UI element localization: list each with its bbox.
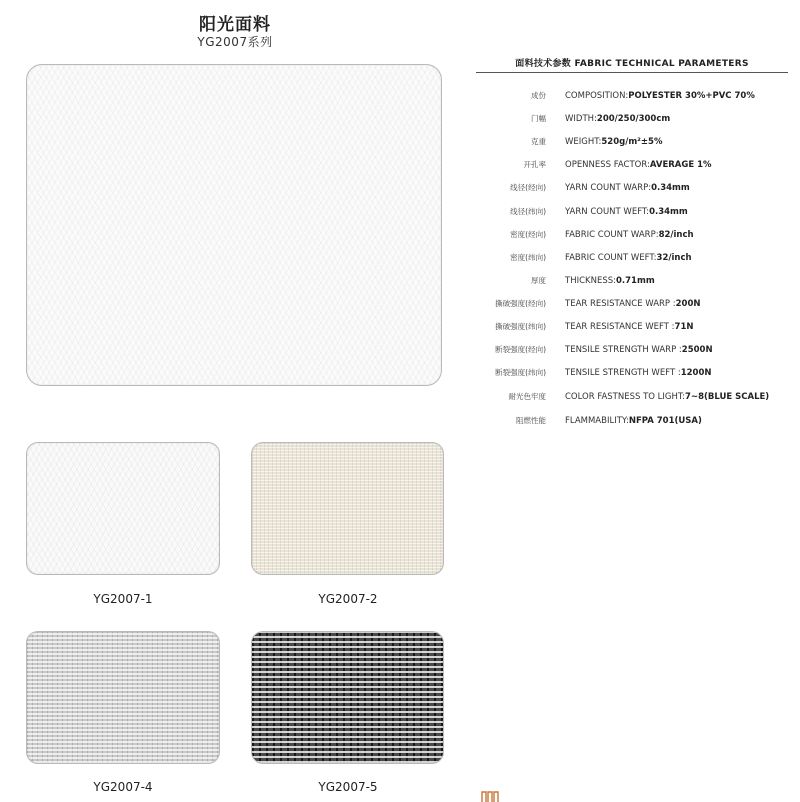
fabric-swatch-5[interactable] [251, 631, 444, 764]
param-en-text [565, 343, 713, 357]
param-cn-label: 断裂强度(经向) [495, 345, 546, 355]
param-en-text [565, 274, 655, 288]
param-value: 82/inch [658, 229, 694, 240]
param-row [476, 135, 796, 149]
param-row [476, 89, 796, 103]
param-en-text [565, 297, 700, 311]
param-en-text [565, 414, 702, 428]
param-cn-label: 线径(经向) [510, 183, 546, 193]
params-title: 面料技术参数 FABRIC TECHNICAL PARAMETERS [515, 59, 749, 69]
param-row [476, 343, 796, 357]
param-value: 71N [674, 322, 694, 332]
param-value: 2500N [681, 345, 713, 356]
param-cn-label: 密度(经向) [510, 229, 546, 239]
swatch-label-1: YG2007-1 [93, 592, 153, 606]
param-value: 0.34mm [649, 206, 688, 217]
param-label: FLAMMABILITY: [565, 415, 629, 426]
param-label: TEAR RESISTANCE WARP : [565, 298, 676, 309]
param-row [476, 320, 796, 334]
param-value: 520g/m²±5% [601, 137, 663, 148]
param-label: WIDTH: [565, 114, 597, 125]
param-value: NFPA 701(USA) [628, 415, 702, 426]
param-cn-label: 耐光色牢度 [508, 392, 546, 401]
param-label: YARN COUNT WARP: [565, 183, 652, 194]
param-label: FABRIC COUNT WARP: [565, 229, 659, 240]
param-value: 0.71mm [615, 275, 655, 286]
param-row [476, 112, 796, 126]
param-value: 200N [675, 298, 701, 309]
param-row [476, 390, 796, 404]
param-cn-label: 门幅 [531, 114, 546, 124]
param-label: FABRIC COUNT WEFT: [565, 252, 657, 263]
param-row [476, 181, 796, 195]
param-cn-label: 撕破强度(经向) [495, 298, 546, 308]
swatch-label-5: YG2007-5 [318, 780, 378, 794]
param-en-text [565, 135, 662, 149]
param-value: 0.34mm [651, 183, 690, 194]
param-en-text [565, 205, 688, 219]
fabric-swatch-2[interactable] [251, 442, 444, 575]
param-en-text [565, 89, 755, 103]
param-label: COMPOSITION: [565, 91, 629, 101]
main-fabric-swatch [26, 64, 442, 386]
param-label: THICKNESS: [565, 275, 616, 286]
param-row [476, 205, 796, 219]
param-label: OPENNESS FACTOR: [565, 160, 650, 171]
param-row [476, 366, 796, 380]
page-title: 阳光面料 [199, 15, 271, 35]
param-row [476, 414, 796, 428]
param-label: YARN COUNT WEFT: [565, 206, 650, 217]
param-row [476, 297, 796, 311]
param-cn-label: 密度(纬向) [510, 252, 546, 262]
param-label: TEAR RESISTANCE WEFT : [565, 322, 675, 332]
params-divider [476, 72, 788, 73]
param-en-text [565, 112, 670, 126]
param-cn-label: 开孔率 [523, 160, 546, 170]
param-row [476, 228, 796, 242]
param-value: AVERAGE 1% [649, 160, 712, 171]
param-value: 32/inch [656, 252, 692, 263]
param-value: POLYESTER 30%+PVC 70% [628, 91, 755, 101]
param-en-text [565, 181, 690, 195]
param-en-text [565, 390, 769, 404]
param-en-text [565, 251, 692, 265]
param-label: WEIGHT: [565, 137, 602, 148]
param-cn-label: 撕破强度(纬向) [495, 322, 546, 331]
param-en-text [565, 228, 694, 242]
param-row [476, 251, 796, 265]
swatch-label-4: YG2007-4 [93, 780, 153, 794]
param-value: 200/250/300cm [596, 114, 671, 125]
fabric-swatch-1[interactable] [26, 442, 220, 575]
param-en-text [565, 366, 711, 380]
param-value: 1200N [680, 368, 712, 379]
fabric-swatch-4[interactable] [26, 631, 220, 764]
param-cn-label: 克重 [531, 137, 546, 147]
param-en-text [565, 158, 712, 172]
param-en-text [565, 320, 694, 334]
param-cn-label: 线径(纬向) [510, 206, 546, 216]
param-cn-label: 断裂强度(纬向) [495, 368, 546, 378]
param-row [476, 158, 796, 172]
param-cn-label: 厚度 [531, 275, 546, 285]
param-label: COLOR FASTNESS TO LIGHT: [565, 392, 686, 402]
swatch-label-2: YG2007-2 [318, 592, 378, 606]
series-subtitle: YG2007系列 [197, 35, 273, 49]
param-label: TENSILE STRENGTH WARP : [565, 345, 682, 356]
param-row [476, 274, 796, 288]
param-value: 7~8(BLUE SCALE) [685, 392, 770, 402]
param-label: TENSILE STRENGTH WEFT : [565, 368, 681, 379]
param-cn-label: 阻燃性能 [516, 415, 546, 425]
param-cn-label: 成份 [531, 91, 546, 100]
